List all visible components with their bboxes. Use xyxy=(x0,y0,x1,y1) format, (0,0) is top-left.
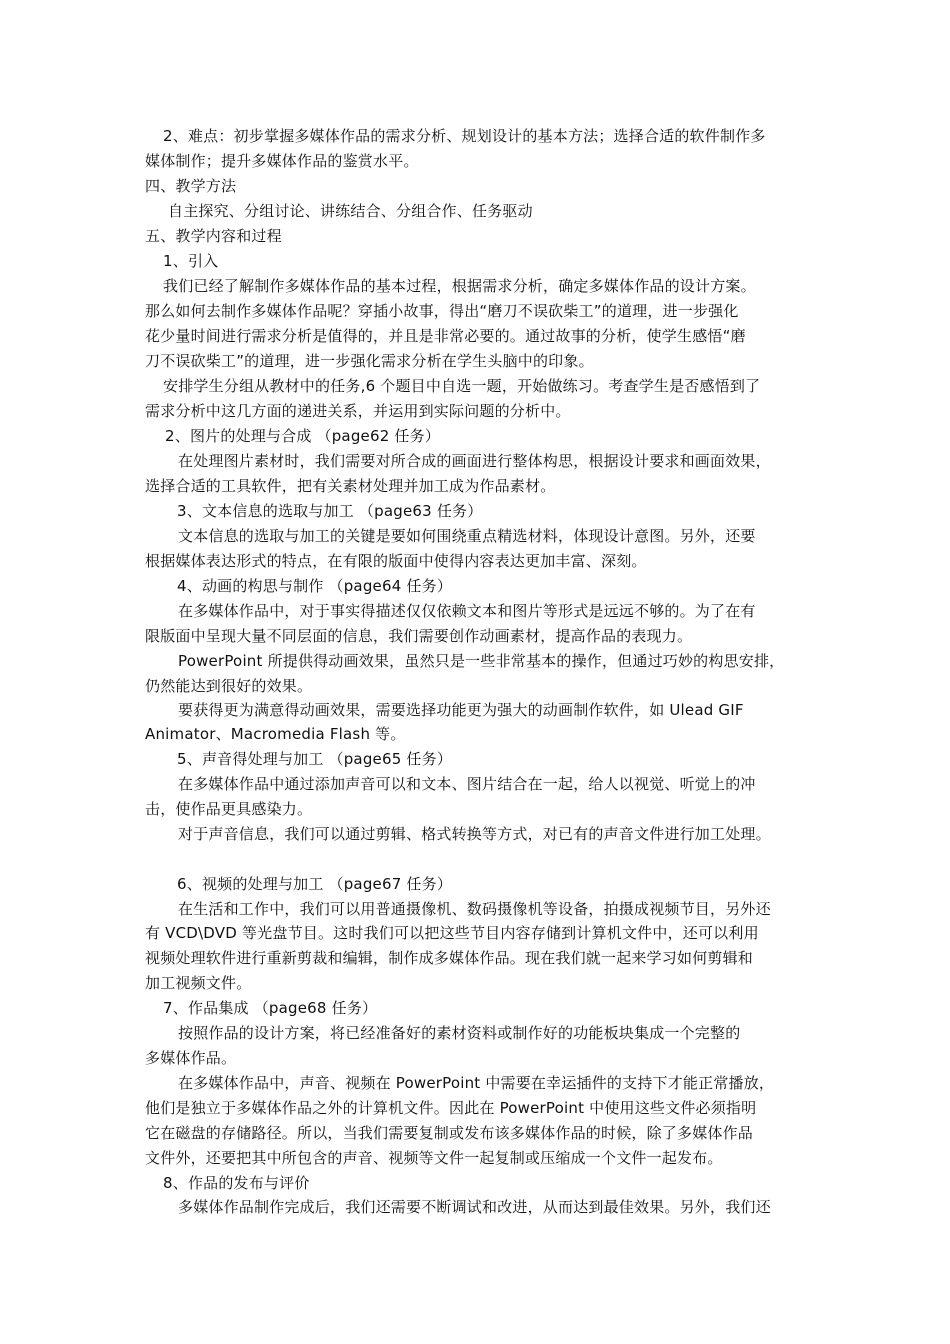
text-line: 需求分析中这几方面的递进关系，并运用到实际问题的分析中。 xyxy=(145,402,571,420)
text-line: 那么如何去制作多媒体作品呢？穿插小故事，得出“磨刀不误砍柴工”的道理，进一步强化 xyxy=(145,302,739,320)
text-line: 文本信息的选取与加工的关键是要如何围绕重点精选材料，体现设计意图。另外，还要 xyxy=(178,527,756,545)
text-line: 按照作品的设计方案，将已经准备好的素材资料或制作好的功能板块集成一个完整的 xyxy=(178,1024,741,1042)
text-line: 多媒体作品制作完成后，我们还需要不断调试和改进，从而达到最佳效果。另外，我们还 xyxy=(178,1198,771,1216)
text-line: 击，使作品更具感染力。 xyxy=(145,800,313,818)
text-line: 自主探究、分组讨论、讲练结合、分组合作、任务驱动 xyxy=(168,202,533,220)
text-line: 视频处理软件进行重新剪裁和编辑，制作成多媒体作品。现在我们就一起来学习如何剪辑和 xyxy=(145,949,754,967)
text-line: 在多媒体作品中，对于事实得描述仅仅依赖文本和图片等形式是远远不够的。为了在有 xyxy=(178,602,756,620)
text-line: 文件外，还要把其中所包含的声音、视频等文件一起复制或压缩成一个文件一起发布。 xyxy=(145,1149,723,1167)
text-line: 在生活和工作中，我们可以用普通摄像机、数码摄像机等设备，拍摄成视频节目，另外还 xyxy=(178,900,771,918)
text-line: 他们是独立于多媒体作品之外的计算机文件。因此在 PowerPoint 中使用这些文件必须指明 xyxy=(145,1099,757,1117)
subsection-heading: 2、图片的处理与合成 （page62 任务） xyxy=(165,427,441,445)
text-line: 在处理图片素材时，我们需要对所合成的画面进行整体构思，根据设计要求和画面效果， xyxy=(178,452,771,470)
subsection-heading: 3、文本信息的选取与加工 （page63 任务） xyxy=(177,502,483,520)
subsection-heading: 8、作品的发布与评价 xyxy=(163,1174,310,1192)
text-line: 在多媒体作品中，声音、视频在 PowerPoint 中需要在幸运插件的支持下才能正常播放， xyxy=(178,1074,775,1092)
subsection-heading: 7、作品集成 （page68 任务） xyxy=(163,999,378,1017)
text-line: 花少量时间进行需求分析是值得的，并且是非常必要的。通过故事的分析，使学生感悟“磨 xyxy=(145,327,746,345)
text-line: 选择合适的工具软件，把有关素材处理并加工成为作品素材。 xyxy=(145,477,556,495)
text-line: 根据媒体表达形式的特点，在有限的版面中使得内容表达更加丰富、深刻。 xyxy=(145,552,647,570)
text-line: 刀不误砍柴工”的道理，进一步强化需求分析在学生头脑中的印象。 xyxy=(145,352,594,370)
subsection-heading: 6、视频的处理与加工 （page67 任务） xyxy=(177,875,453,893)
text-line: 仍然能达到很好的效果。 xyxy=(145,677,313,695)
subsection-heading: 4、动画的构思与制作 （page64 任务） xyxy=(177,577,453,595)
subsection-heading: 5、声音得处理与加工 （page65 任务） xyxy=(177,750,453,768)
section-heading: 四、教学方法 xyxy=(145,177,237,195)
text-line: Animator、Macromedia Flash 等。 xyxy=(145,725,406,743)
text-line: 加工视频文件。 xyxy=(145,974,252,992)
text-line: 限版面中呈现大量不同层面的信息，我们需要创作动画素材，提高作品的表现力。 xyxy=(145,627,693,645)
text-line: 我们已经了解制作多媒体作品的基本过程，根据需求分析，确定多媒体作品的设计方案。 xyxy=(163,277,756,295)
text-line: 多媒体作品。 xyxy=(145,1049,237,1067)
text-line: 媒体制作；提升多媒体作品的鉴赏水平。 xyxy=(145,152,419,170)
text-line: 对于声音信息，我们可以通过剪辑、格式转换等方式，对已有的声音文件进行加工处理。 xyxy=(178,825,771,843)
text-line: PowerPoint 所提供得动画效果，虽然只是一些非常基本的操作，但通过巧妙的构思安排， xyxy=(178,652,785,670)
section-heading: 五、教学内容和过程 xyxy=(145,227,282,245)
text-line: 它在磁盘的存储路径。所以，当我们需要复制或发布该多媒体作品的时候，除了多媒体作品 xyxy=(145,1124,754,1142)
text-line: 在多媒体作品中通过添加声音可以和文本、图片结合在一起，给人以视觉、听觉上的冲 xyxy=(178,775,756,793)
text-line: 有 VCD\DVD 等光盘节目。这时我们可以把这些节目内容存储到计算机文件中，还可以利用 xyxy=(145,924,759,942)
text-line: 安排学生分组从教材中的任务,6 个题目中自选一题，开始做练习。考查学生是否感悟到了 xyxy=(163,377,761,395)
text-line: 要获得更为满意得动画效果，需要选择功能更为强大的动画制作软件，如 Ulead GIF xyxy=(178,701,744,719)
subsection-heading: 1、引入 xyxy=(163,252,219,270)
text-line: 2、难点：初步掌握多媒体作品的需求分析、规划设计的基本方法；选择合适的软件制作多 xyxy=(163,127,766,145)
